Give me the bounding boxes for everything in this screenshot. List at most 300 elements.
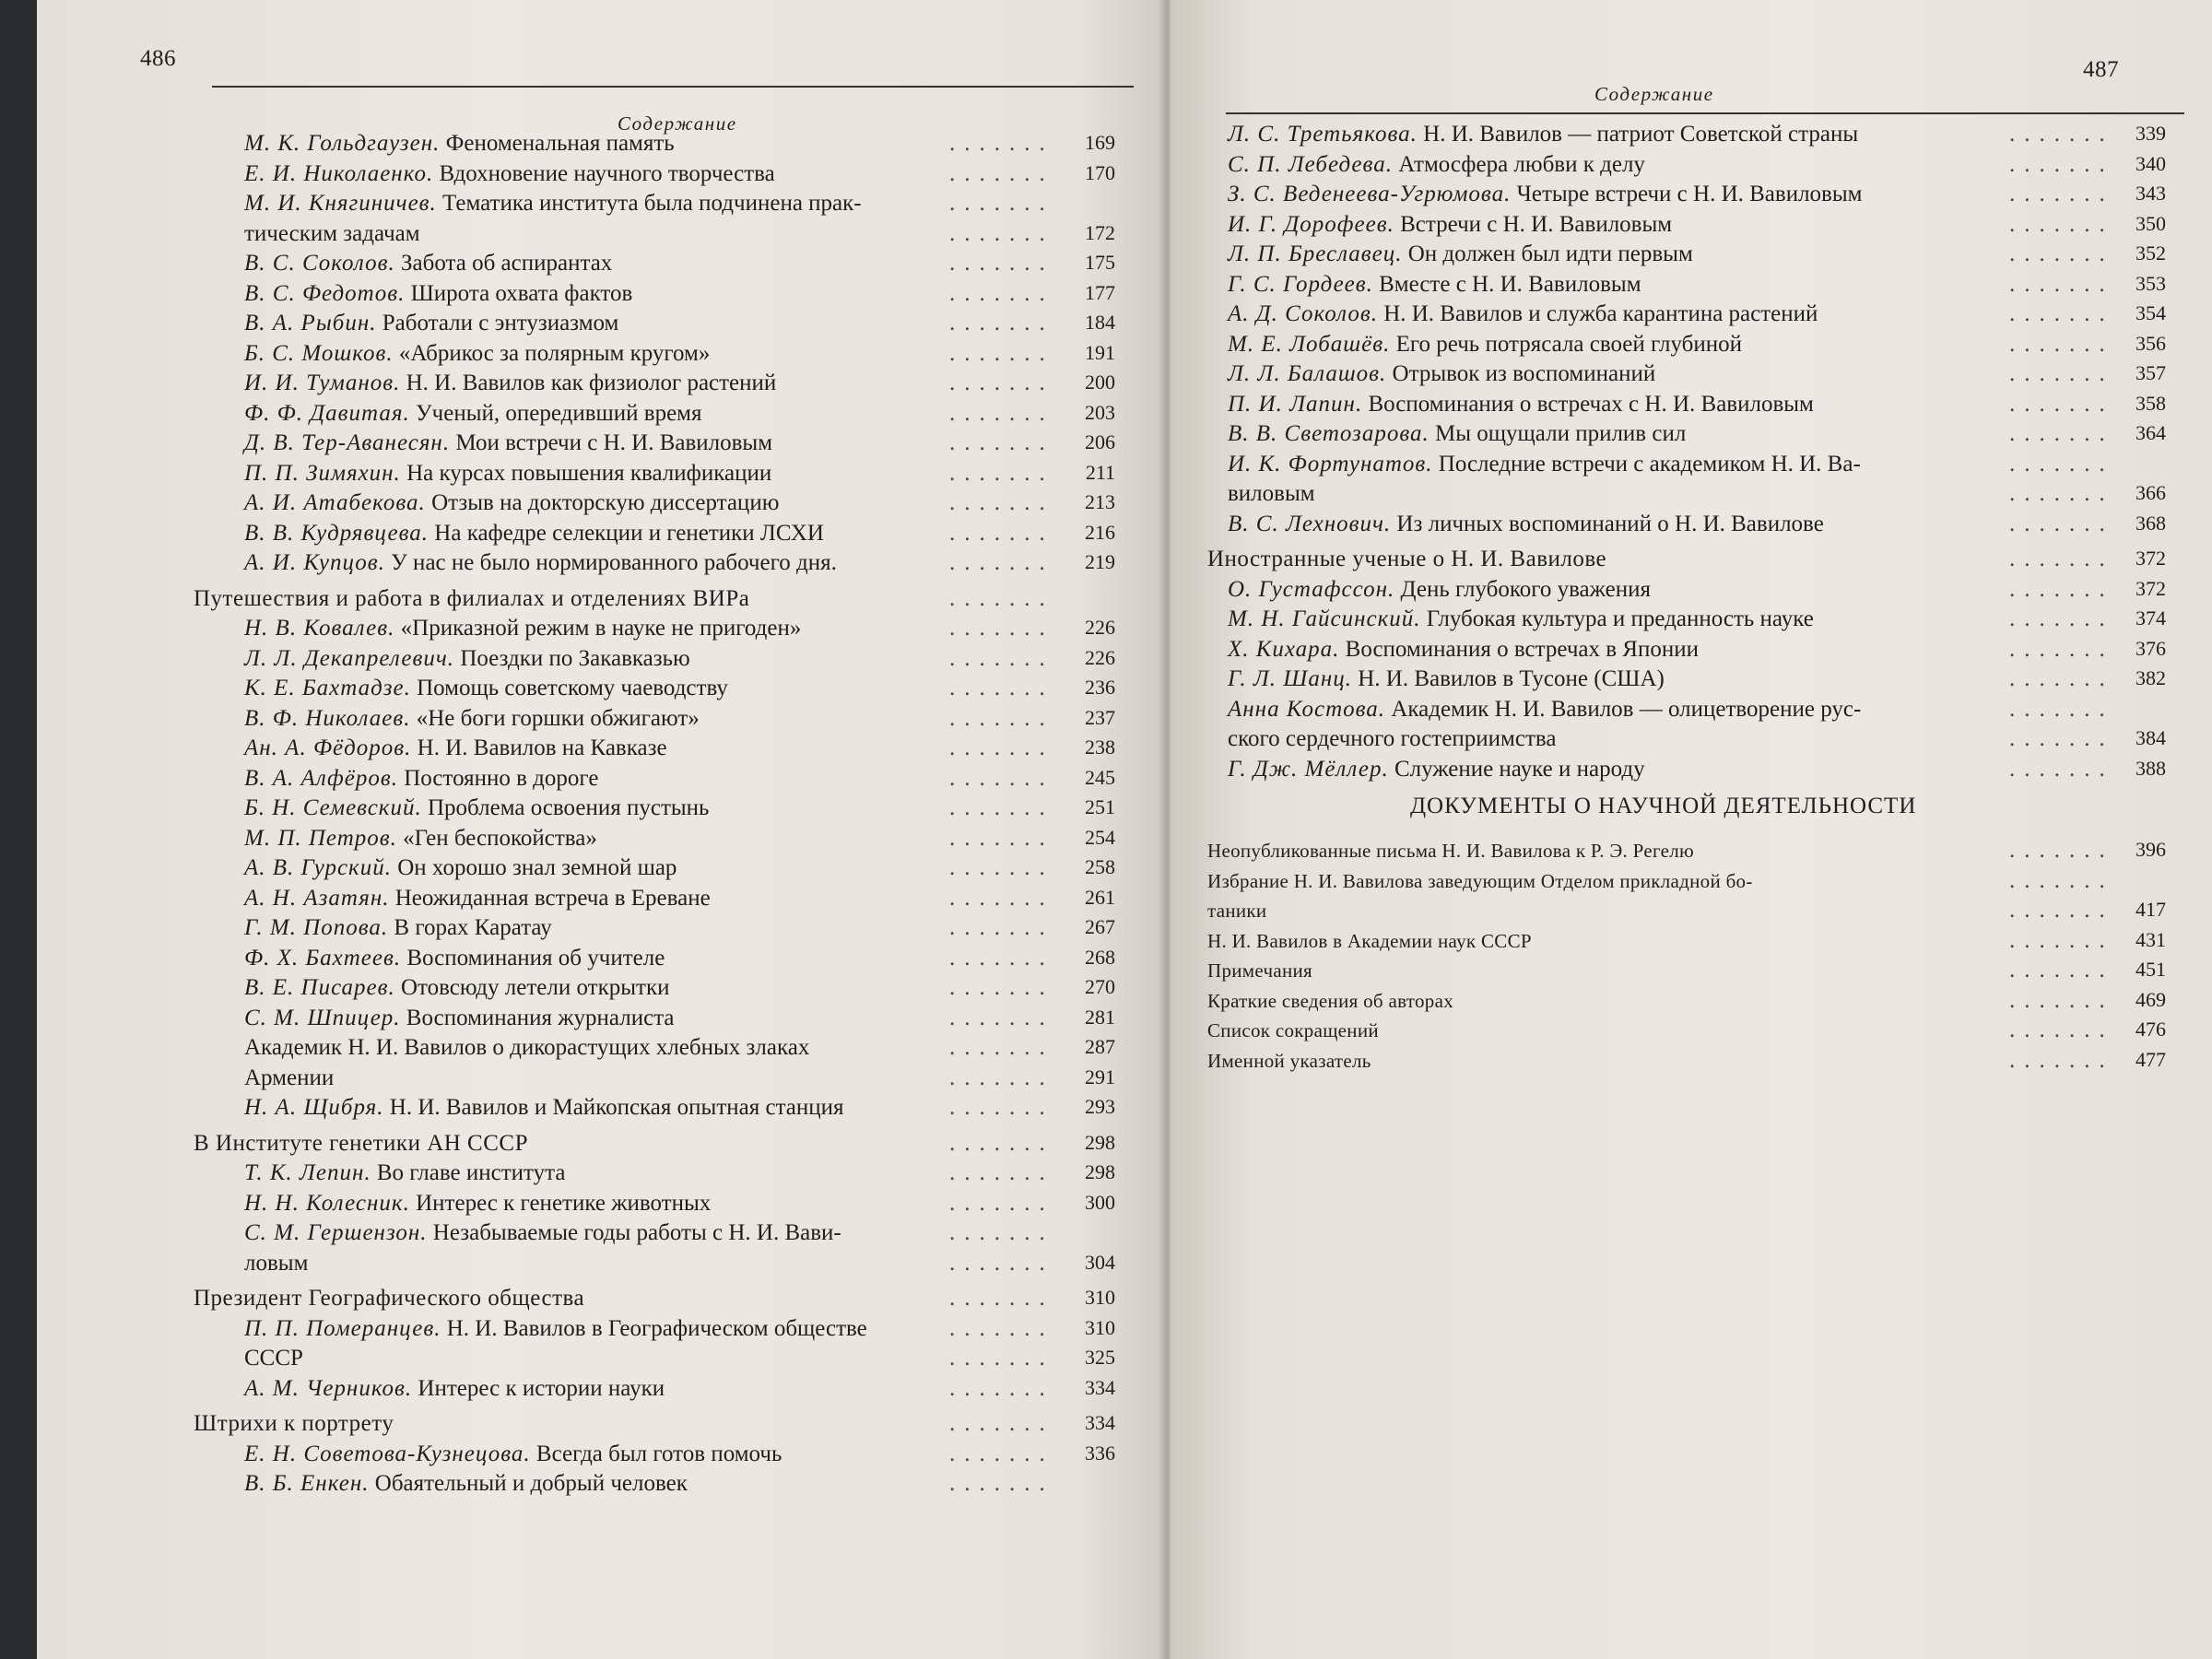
toc-entry (37, 1220, 1163, 1251)
toc-author: Е. Н. Советова-Кузнецова. (244, 1441, 531, 1466)
toc-title: Постоянно в дороге (404, 765, 599, 791)
toc-author: А. М. Черников. (244, 1375, 413, 1401)
toc-entry (1171, 958, 2212, 988)
toc-author: П. И. Лапин. (1228, 391, 1363, 417)
toc-author: Г. Л. Шанц. (1228, 666, 1352, 691)
toc-page-number: 200 (1085, 371, 1115, 394)
leader-dots: ....... (949, 645, 1054, 671)
toc-page-number: 170 (1085, 160, 1115, 184)
toc-page-number: 339 (2136, 122, 2166, 145)
leader-dots: ....... (949, 1190, 1054, 1216)
toc-title: Ученый, опередивший время (415, 400, 702, 426)
toc-entry (1171, 392, 2212, 422)
toc-entry (1171, 838, 2212, 868)
toc-author: В. А. Рыбин. (244, 311, 377, 335)
toc-page-number: 366 (2136, 481, 2166, 504)
toc-author: А. Н. Азатян. (244, 885, 390, 911)
toc-entry (37, 281, 1163, 312)
toc-page-number: 384 (2136, 726, 2166, 749)
toc-title: Академик Н. И. Вавилов — олицетворение рус- (1391, 696, 1862, 722)
toc-author: В. В. Светозарова. (1228, 421, 1430, 446)
toc-entry (1171, 1018, 2212, 1048)
toc-title: Встречи с Н. И. Вавиловым (1400, 211, 1673, 237)
toc-entry (37, 371, 1163, 401)
toc-page-number: 216 (1085, 520, 1115, 544)
toc-page-number: 298 (1085, 1130, 1115, 1154)
toc-entry (37, 461, 1163, 491)
leader-dots: ....... (949, 915, 1054, 940)
toc-entry (1171, 421, 2212, 452)
leader-dots: ....... (949, 550, 1054, 575)
toc-author: С. П. Лебедева. (1228, 151, 1393, 177)
toc-author: В. С. Федотов. (244, 280, 406, 306)
toc-entry (37, 766, 1163, 796)
left-page (37, 0, 1163, 1659)
toc-entry (1171, 212, 2212, 242)
leader-dots: ....... (2009, 391, 2114, 417)
toc-entry (37, 826, 1163, 856)
page-number-right: 487 (2083, 57, 2119, 82)
leader-dots: ....... (2009, 301, 2114, 326)
toc-page-number: 476 (2136, 1018, 2166, 1041)
toc-author: И. К. Фортунатов. (1228, 451, 1433, 477)
toc-appendix-title: Н. И. Вавилов в Академии наук СССР (1207, 929, 1532, 952)
toc-author: Л. С. Третьякова. (1228, 122, 1418, 147)
toc-entry (37, 855, 1163, 886)
toc-page-number: 356 (2136, 331, 2166, 355)
toc-page-number: 236 (1085, 676, 1115, 699)
toc-entry (37, 1316, 1163, 1347)
toc-page-number: 267 (1085, 915, 1115, 938)
toc-entry (37, 221, 1163, 252)
toc-page-number: 334 (1085, 1375, 1115, 1399)
toc-title: виловым (1228, 481, 1315, 506)
toc-title: Отрывок из воспоминаний (1392, 361, 1656, 386)
leader-dots: ....... (949, 400, 1054, 426)
toc-entry (37, 191, 1163, 221)
toc-entry (1171, 182, 2212, 212)
toc-section-heading (37, 586, 1163, 617)
toc-page-number: 175 (1085, 251, 1115, 274)
toc-page-number: 211 (1085, 460, 1115, 484)
toc-appendix-title: Неопубликованные письма Н. И. Вавилова к Р. Э. Регелю (1207, 840, 1694, 862)
toc-title: «Приказной режим в науке не пригоден» (400, 616, 802, 641)
page-number-left: 486 (140, 46, 176, 71)
toc-page-number: 169 (1085, 131, 1115, 154)
toc-page-number: 203 (1085, 400, 1115, 424)
toc-page-number: 300 (1085, 1190, 1115, 1214)
leader-dots: ....... (949, 1471, 1054, 1496)
toc-page-number: 226 (1085, 645, 1115, 669)
toc-title: Феноменальная память (445, 131, 675, 156)
toc-entry (1171, 697, 2212, 727)
leader-dots: ....... (949, 616, 1054, 641)
toc-title: Воспоминания о встречах с Н. И. Вавиловым (1368, 391, 1814, 417)
leader-dots: ....... (2009, 182, 2114, 206)
toc-appendix-title: Примечания (1207, 959, 1313, 982)
toc-title: День глубокого уважения (1400, 576, 1651, 602)
toc-entry (37, 975, 1163, 1006)
toc-author: Б. Н. Семевский. (244, 795, 422, 820)
leader-dots: ....... (949, 735, 1054, 760)
toc-author: Н. Н. Колесник. (244, 1190, 410, 1216)
toc-entry (37, 131, 1163, 161)
toc-title: В горах Каратау (394, 915, 552, 940)
toc-page-number: 287 (1085, 1035, 1115, 1058)
toc-entry (1171, 332, 2212, 362)
toc-entry (1171, 122, 2212, 152)
toc-title: Интерес к истории науки (418, 1375, 665, 1401)
toc-entry (1171, 241, 2212, 272)
toc-entry (37, 490, 1163, 521)
toc-page-number: 226 (1085, 616, 1115, 639)
toc-title: Незабываемые годы работы с Н. И. Вави- (432, 1220, 841, 1245)
toc-page-number: 396 (2136, 838, 2166, 861)
leader-dots: ....... (2009, 666, 2114, 691)
toc-author: М. П. Петров. (244, 825, 397, 851)
toc-entry (37, 550, 1163, 581)
leader-dots: ....... (949, 371, 1054, 395)
leader-dots: ....... (2009, 898, 2114, 923)
toc-page-number: 184 (1085, 311, 1115, 334)
toc-section-title: Путешествия и работа в филиалах и отделениях ВИРа (194, 585, 750, 611)
leader-dots: ....... (949, 1286, 1054, 1311)
toc-page-number: 177 (1085, 280, 1115, 304)
toc-author: С. М. Гершензон. (244, 1220, 428, 1245)
toc-title: Он должен был идти первым (1407, 241, 1693, 266)
leader-dots: ....... (2009, 361, 2114, 386)
toc-page-number: 336 (1085, 1441, 1115, 1465)
toc-page-number: 291 (1085, 1065, 1115, 1088)
toc-title: Его речь потрясала своей глубиной (1395, 331, 1743, 357)
toc-appendix-title: таники (1207, 900, 1267, 922)
toc-entry (37, 646, 1163, 677)
leader-dots: ....... (2009, 756, 2114, 782)
toc-page-number: 206 (1085, 430, 1115, 453)
toc-entry (37, 915, 1163, 946)
toc-title: Н. И. Вавилов в Тусоне (США) (1358, 666, 1665, 691)
toc-entry (1171, 361, 2212, 392)
toc-author: В. С. Лехнович. (1228, 511, 1392, 536)
toc-title: Всегда был готов помочь (535, 1441, 782, 1466)
toc-page-number: 343 (2136, 182, 2166, 205)
toc-page-number: 350 (2136, 211, 2166, 235)
toc-page-number: 258 (1085, 855, 1115, 878)
leader-dots: ....... (949, 191, 1054, 216)
toc-page-number: 368 (2136, 511, 2166, 535)
toc-entry (37, 401, 1163, 431)
leader-dots: ....... (2009, 241, 2114, 266)
toc-title: Во главе института (376, 1160, 566, 1185)
leader-dots: ....... (949, 1315, 1054, 1341)
leader-dots: ....... (949, 490, 1054, 515)
toc-entry (37, 430, 1163, 461)
toc-title: Вместе с Н. И. Вавиловым (1379, 271, 1641, 297)
leader-dots: ....... (2009, 726, 2114, 751)
toc-page-number: 293 (1085, 1095, 1115, 1118)
toc-author: М. И. Княгиничев. (244, 191, 437, 216)
toc-section-heading (37, 1286, 1163, 1316)
toc-page-number: 251 (1085, 795, 1115, 818)
toc-author: Ан. А. Фёдоров. (244, 735, 412, 760)
toc-title: Поездки по Закавказью (460, 645, 690, 671)
toc-title: тическим задачам (244, 220, 420, 246)
leader-dots: ....... (949, 160, 1054, 186)
leader-dots: ....... (2009, 958, 2114, 982)
toc-appendix-title: Список сокращений (1207, 1019, 1379, 1041)
toc-entry (37, 1441, 1163, 1472)
toc-entry (1171, 481, 2212, 512)
toc-section-title: Президент Географического общества (194, 1286, 585, 1311)
toc-page-number: 469 (2136, 987, 2166, 1011)
leader-dots: ....... (949, 585, 1054, 611)
toc-title: У нас не было нормированного рабочего дня. (391, 550, 837, 575)
toc-title: Воспоминания журналиста (406, 1005, 675, 1030)
toc-left (37, 131, 1163, 1501)
toc-page-number: 298 (1085, 1160, 1115, 1183)
leader-dots: ....... (949, 311, 1054, 335)
toc-title: Забота об аспирантах (400, 251, 613, 276)
toc-page-number: 238 (1085, 735, 1115, 759)
leader-dots: ....... (2009, 421, 2114, 446)
toc-title: Служение науке и народу (1394, 756, 1645, 782)
toc-title: Интерес к генетике животных (416, 1190, 712, 1216)
toc-author: З. С. Веденеева-Угрюмова. (1228, 182, 1512, 206)
toc-page-number: 340 (2136, 151, 2166, 175)
right-page (1171, 0, 2212, 1659)
leader-dots: ....... (2009, 867, 2114, 893)
leader-dots: ....... (2009, 211, 2114, 237)
toc-title: Неожиданная встреча в Ереване (394, 885, 711, 911)
toc-entry (1171, 512, 2212, 542)
leader-dots: ....... (949, 520, 1054, 546)
leader-dots: ....... (949, 676, 1054, 700)
leader-dots: ....... (2009, 511, 2114, 536)
toc-section-title: В Институте генетики АН СССР (194, 1130, 528, 1156)
toc-entry (1171, 666, 2212, 697)
toc-page-number: 477 (2136, 1047, 2166, 1071)
toc-author: В. Ф. Николаев. (244, 705, 411, 731)
toc-page-number: 261 (1085, 885, 1115, 909)
toc-page-number: 388 (2136, 756, 2166, 780)
toc-author: Х. Кихара. (1228, 636, 1340, 662)
leader-dots: ....... (2009, 927, 2114, 953)
toc-author: Н. В. Ковалев. (244, 616, 395, 641)
leader-dots: ....... (2009, 271, 2114, 297)
toc-page-number: 354 (2136, 301, 2166, 324)
toc-page-number: 374 (2136, 606, 2166, 629)
leader-dots: ....... (2009, 331, 2114, 357)
toc-author: А. И. Атабекова. (244, 490, 426, 515)
toc-page-number: 451 (2136, 958, 2166, 981)
toc-title: Воспоминания об учителе (406, 945, 665, 971)
toc-author: О. Густафссон. (1228, 576, 1395, 602)
toc-title: Из личных воспоминаний о Н. И. Вавилове (1396, 511, 1824, 536)
leader-dots: ....... (949, 1250, 1054, 1276)
toc-title: Работали с энтузиазмом (382, 311, 619, 335)
toc-author: М. Е. Лобашёв. (1228, 331, 1391, 357)
toc-entry (37, 341, 1163, 371)
toc-title: Четыре встречи с Н. И. Вавиловым (1516, 182, 1863, 206)
leader-dots: ....... (2009, 606, 2114, 631)
toc-page-number: 353 (2136, 271, 2166, 295)
leader-dots: ....... (2009, 1047, 2114, 1073)
toc-author: А. И. Купцов. (244, 550, 385, 575)
leader-dots: ....... (949, 1065, 1054, 1090)
toc-entry (1171, 606, 2212, 637)
leader-dots: ....... (2009, 122, 2114, 147)
toc-author: П. П. Зимяхин. (244, 460, 401, 486)
open-book (37, 0, 2212, 1659)
leader-dots: ....... (949, 1130, 1054, 1156)
leader-dots: ....... (2009, 576, 2114, 602)
leader-dots: ....... (949, 765, 1054, 791)
toc-entry (37, 1376, 1163, 1406)
toc-author: Ф. Ф. Давитая. (244, 400, 410, 426)
toc-entry (1171, 988, 2212, 1018)
leader-dots: ....... (949, 1441, 1054, 1466)
toc-page-number: 270 (1085, 975, 1115, 998)
toc-entry (37, 1065, 1163, 1096)
toc-appendix-title: Краткие сведения об авторах (1207, 989, 1453, 1012)
toc-title: Н. И. Вавилов как физиолог растений (406, 371, 777, 395)
leader-dots: ....... (949, 855, 1054, 880)
toc-author: А. В. Гурский. (244, 855, 392, 880)
toc-page-number: 372 (2136, 576, 2166, 600)
toc-page-number: 376 (2136, 636, 2166, 660)
toc-title: Н. И. Вавилов на Кавказе (417, 735, 667, 760)
toc-section-title: Иностранные ученые о Н. И. Вавилове (1207, 547, 1607, 571)
toc-entry (1171, 1048, 2212, 1078)
toc-entry (37, 706, 1163, 736)
toc-part-heading: ДОКУМЕНТЫ О НАУЧНОЙ ДЕЯТЕЛЬНОСТИ (1410, 794, 1917, 818)
toc-author: Б. С. Мошков. (244, 340, 394, 366)
toc-title: Мои встречи с Н. И. Вавиловым (455, 430, 773, 455)
toc-page-number: 281 (1085, 1005, 1115, 1029)
toc-page-number: 213 (1085, 490, 1115, 513)
leader-dots: ....... (2009, 696, 2114, 722)
toc-entry (1171, 726, 2212, 757)
running-head-left: Содержание (618, 112, 737, 135)
toc-title: Н. И. Вавилов — патриот Советской страны (1423, 122, 1859, 147)
toc-page-number: 237 (1085, 705, 1115, 729)
toc-title: «Не боги горшки обжигают» (416, 705, 700, 731)
leader-dots: ....... (949, 340, 1054, 366)
leader-dots: ....... (949, 1035, 1054, 1060)
toc-entry (37, 886, 1163, 916)
leader-dots: ....... (949, 795, 1054, 820)
toc-section-heading (1171, 547, 2212, 577)
toc-entry (1171, 757, 2212, 787)
toc-page-number: 310 (1085, 1315, 1115, 1339)
toc-title: Академик Н. И. Вавилов о дикорастущих хлебных злаках (244, 1035, 810, 1060)
toc-author: Л. Л. Балашов. (1228, 361, 1387, 386)
toc-author: М. К. Гольдгаузен. (244, 131, 441, 156)
toc-page-number: 357 (2136, 361, 2166, 384)
toc-page-number: 325 (1085, 1346, 1115, 1369)
toc-page-number: 219 (1085, 550, 1115, 573)
toc-entry (1171, 898, 2212, 928)
toc-page-number: 310 (1085, 1286, 1115, 1309)
toc-entry (37, 795, 1163, 826)
leader-dots: ....... (949, 705, 1054, 731)
leader-dots: ....... (949, 1411, 1054, 1436)
toc-title: На курсах повышения квалификации (406, 460, 772, 486)
toc-entry (37, 735, 1163, 766)
leader-dots: ....... (949, 430, 1054, 455)
toc-entry (37, 946, 1163, 976)
toc-entry (1171, 868, 2212, 899)
toc-title: ского сердечного гостеприимства (1228, 726, 1557, 751)
toc-title: Н. И. Вавилов и Майкопская опытная станция (389, 1095, 844, 1120)
leader-dots: ....... (2009, 636, 2114, 662)
toc-author: В. С. Соколов. (244, 251, 395, 276)
running-head-right: Содержание (1594, 83, 1714, 105)
toc-author: Т. К. Лепин. (244, 1160, 371, 1185)
toc-entry (37, 1095, 1163, 1125)
leader-dots: ....... (949, 251, 1054, 276)
toc-entry (1171, 301, 2212, 332)
leader-dots: ....... (949, 1220, 1054, 1245)
toc-author: В. А. Алфёров. (244, 765, 398, 791)
toc-title: «Абрикос за полярным кругом» (398, 340, 711, 366)
toc-title: Отзыв на докторскую диссертацию (431, 490, 780, 515)
toc-title: Н. И. Вавилов в Географическом обществе (446, 1315, 867, 1341)
toc-title: Вдохновение научного творчества (439, 160, 775, 186)
toc-entry (1171, 637, 2212, 667)
toc-section-heading (37, 1411, 1163, 1441)
toc-entry (1171, 577, 2212, 607)
toc-right (1171, 122, 2212, 1077)
toc-title: Помощь советскому чаеводству (417, 676, 728, 700)
toc-author: В. В. Кудрявцева. (244, 520, 429, 546)
toc-author: К. Е. Бахтадзе. (244, 676, 411, 700)
toc-page-number: 417 (2136, 898, 2166, 921)
toc-page-number: 431 (2136, 927, 2166, 951)
toc-title: Тематика института была подчинена прак- (442, 191, 862, 216)
toc-page-number: 334 (1085, 1411, 1115, 1434)
leader-dots: ....... (949, 280, 1054, 306)
leader-dots: ....... (949, 1375, 1054, 1401)
toc-title: СССР (244, 1346, 303, 1371)
toc-entry (37, 1160, 1163, 1191)
header-rule-left (212, 86, 1134, 88)
toc-title: На кафедре селекции и генетики ЛСХИ (434, 520, 824, 546)
toc-author: Анна Костова. (1228, 696, 1386, 722)
leader-dots: ....... (949, 825, 1054, 851)
leader-dots: ....... (2009, 987, 2114, 1013)
toc-author: М. Н. Гайсинский. (1228, 606, 1421, 631)
toc-entry (37, 1251, 1163, 1281)
leader-dots: ....... (949, 460, 1054, 486)
leader-dots: ....... (949, 885, 1054, 911)
toc-entry (37, 161, 1163, 192)
toc-page-number: 364 (2136, 421, 2166, 444)
toc-author: Е. И. Николаенко. (244, 160, 434, 186)
toc-page-number: 382 (2136, 666, 2166, 689)
toc-page-number: 254 (1085, 825, 1115, 849)
toc-author: С. М. Шпицер. (244, 1005, 401, 1030)
leader-dots: ....... (2009, 451, 2114, 477)
leader-dots: ....... (2009, 481, 2114, 506)
toc-title: Н. И. Вавилов и служба карантина растений (1383, 301, 1818, 326)
leader-dots: ....... (2009, 151, 2114, 177)
toc-section-heading (37, 1131, 1163, 1161)
toc-page-number: 304 (1085, 1250, 1115, 1274)
toc-title: Широта охвата фактов (410, 280, 633, 306)
toc-title: ловым (244, 1250, 309, 1276)
toc-author: В. Е. Писарев. (244, 975, 395, 1000)
